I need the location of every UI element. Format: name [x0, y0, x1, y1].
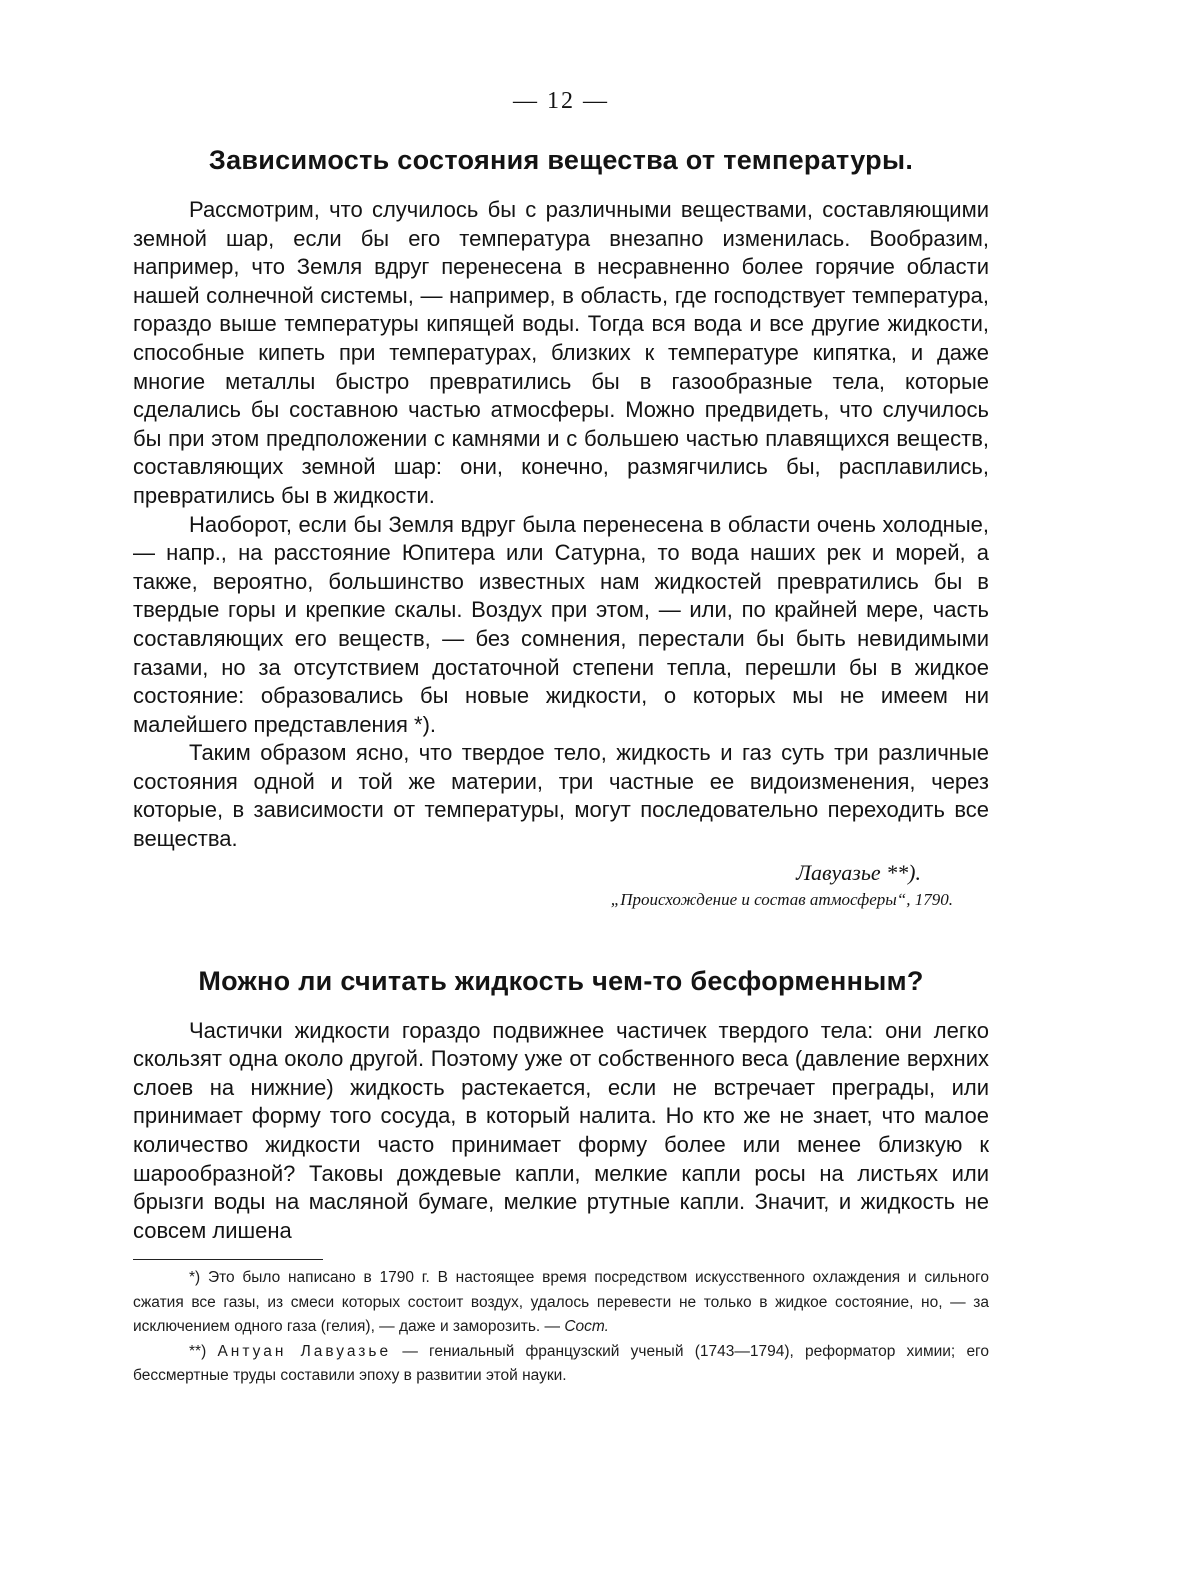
footnote-2-text: — гениальный французский ученый (1743—1794), реформатор химии; его бессмертные труды составили эпоху в развитии этой науки.: [133, 1342, 989, 1385]
footnote-1-text: *) Это было написано в 1790 г. В настоящее время посредством искусственного охлаждения и сильного сжатия все газы, из смеси которых состоит воздух, удалось перевести не только в жидкое состояние, но, — за исключением одного газа (гелия), — даже и заморозить. —: [133, 1269, 989, 1336]
paragraph: Наоборот, если бы Земля вдруг была перенесена в области очень холодные, — напр., на расстояние Юпитера или Сатурна, то вода наших рек и морей, а также, вероятно, большинство известных нам жидкостей превратились бы в твердые горы и крепкие скалы. Воздух при этом, — или, по крайней мере, часть составляющих его веществ, — без сомнения, перестали бы быть невидимыми газами, но за отсутствием достаточной степени тепла, перешли бы в жидкое состояние: образовались бы новые жидкости, о которых мы не имеем ни малейшего представления *).: [133, 511, 989, 737]
document-page: [133, 88, 989, 1389]
paragraph: Рассмотрим, что случилось бы с различными веществами, составляющими земной шар, если бы его температура внезапно изменилась. Вообразим, например, что Земля вдруг перенесена в несравненно более горячие области нашей солнечной системы, — например, в область, где господствует температура, гораздо выше температуры кипящей воды. Тогда вся вода и все другие жидкости, способные кипеть при температурах, близких к температуре кипятка, и даже многие металлы быстро превратились бы в газообразные тела, которые сделались бы составною частью атмосферы. Можно предвидеть, что случилось бы при этом предположении с камнями и с большею частью плавящихся веществ, составляющих земной шар: они, конечно, размягчились бы, расплавились, превратились бы в жидкости.: [133, 197, 989, 508]
footnote-2: [133, 1340, 989, 1389]
section-title: Зависимость состояния вещества от температуры.: [208, 145, 914, 175]
section-title: Можно ли считать жидкость чем-то бесформенным?: [198, 965, 924, 996]
page-number: — 12 —: [513, 88, 609, 114]
footnote-divider: [133, 1259, 323, 1260]
section-liquid-shape: [133, 966, 989, 1246]
paragraph: Таким образом ясно, что твердое тело, жидкость и газ суть три различные состояния одной и той же материи, три частные ее видоизменения, через которые, в зависимости от температуры, могут последовательно переходить все вещества.: [133, 740, 989, 852]
paragraph: Частички жидкости гораздо подвижнее частичек твердого тела: они легко скользят одна около другой. Поэтому уже от собственного веса (давление верхних слоев на нижние) жидкость растекается, если не встречает преграды, или принимает форму того сосуда, в который налита. Но кто же не знает, что малое количество жидкости часто принимает форму более или менее близкую к шарообразной? Таковы дождевые капли, мелкие капли росы на листьях или брызги воды на масляной бумаге, мелкие ртутные капли. Значит, и жидкость не совсем лишена: [133, 1017, 989, 1243]
footnote-2-name: Антуан Лавуазье: [217, 1342, 392, 1360]
footnote-2-mark: **): [189, 1342, 218, 1360]
source-citation: „Происхождение и состав атмосферы“, 1790.: [610, 889, 953, 909]
author-signature: Лавуазье **).: [796, 859, 921, 885]
footnote-1-author: Сост.: [564, 1318, 609, 1336]
footnote-1: [133, 1266, 989, 1340]
section-temperature: [133, 145, 989, 910]
